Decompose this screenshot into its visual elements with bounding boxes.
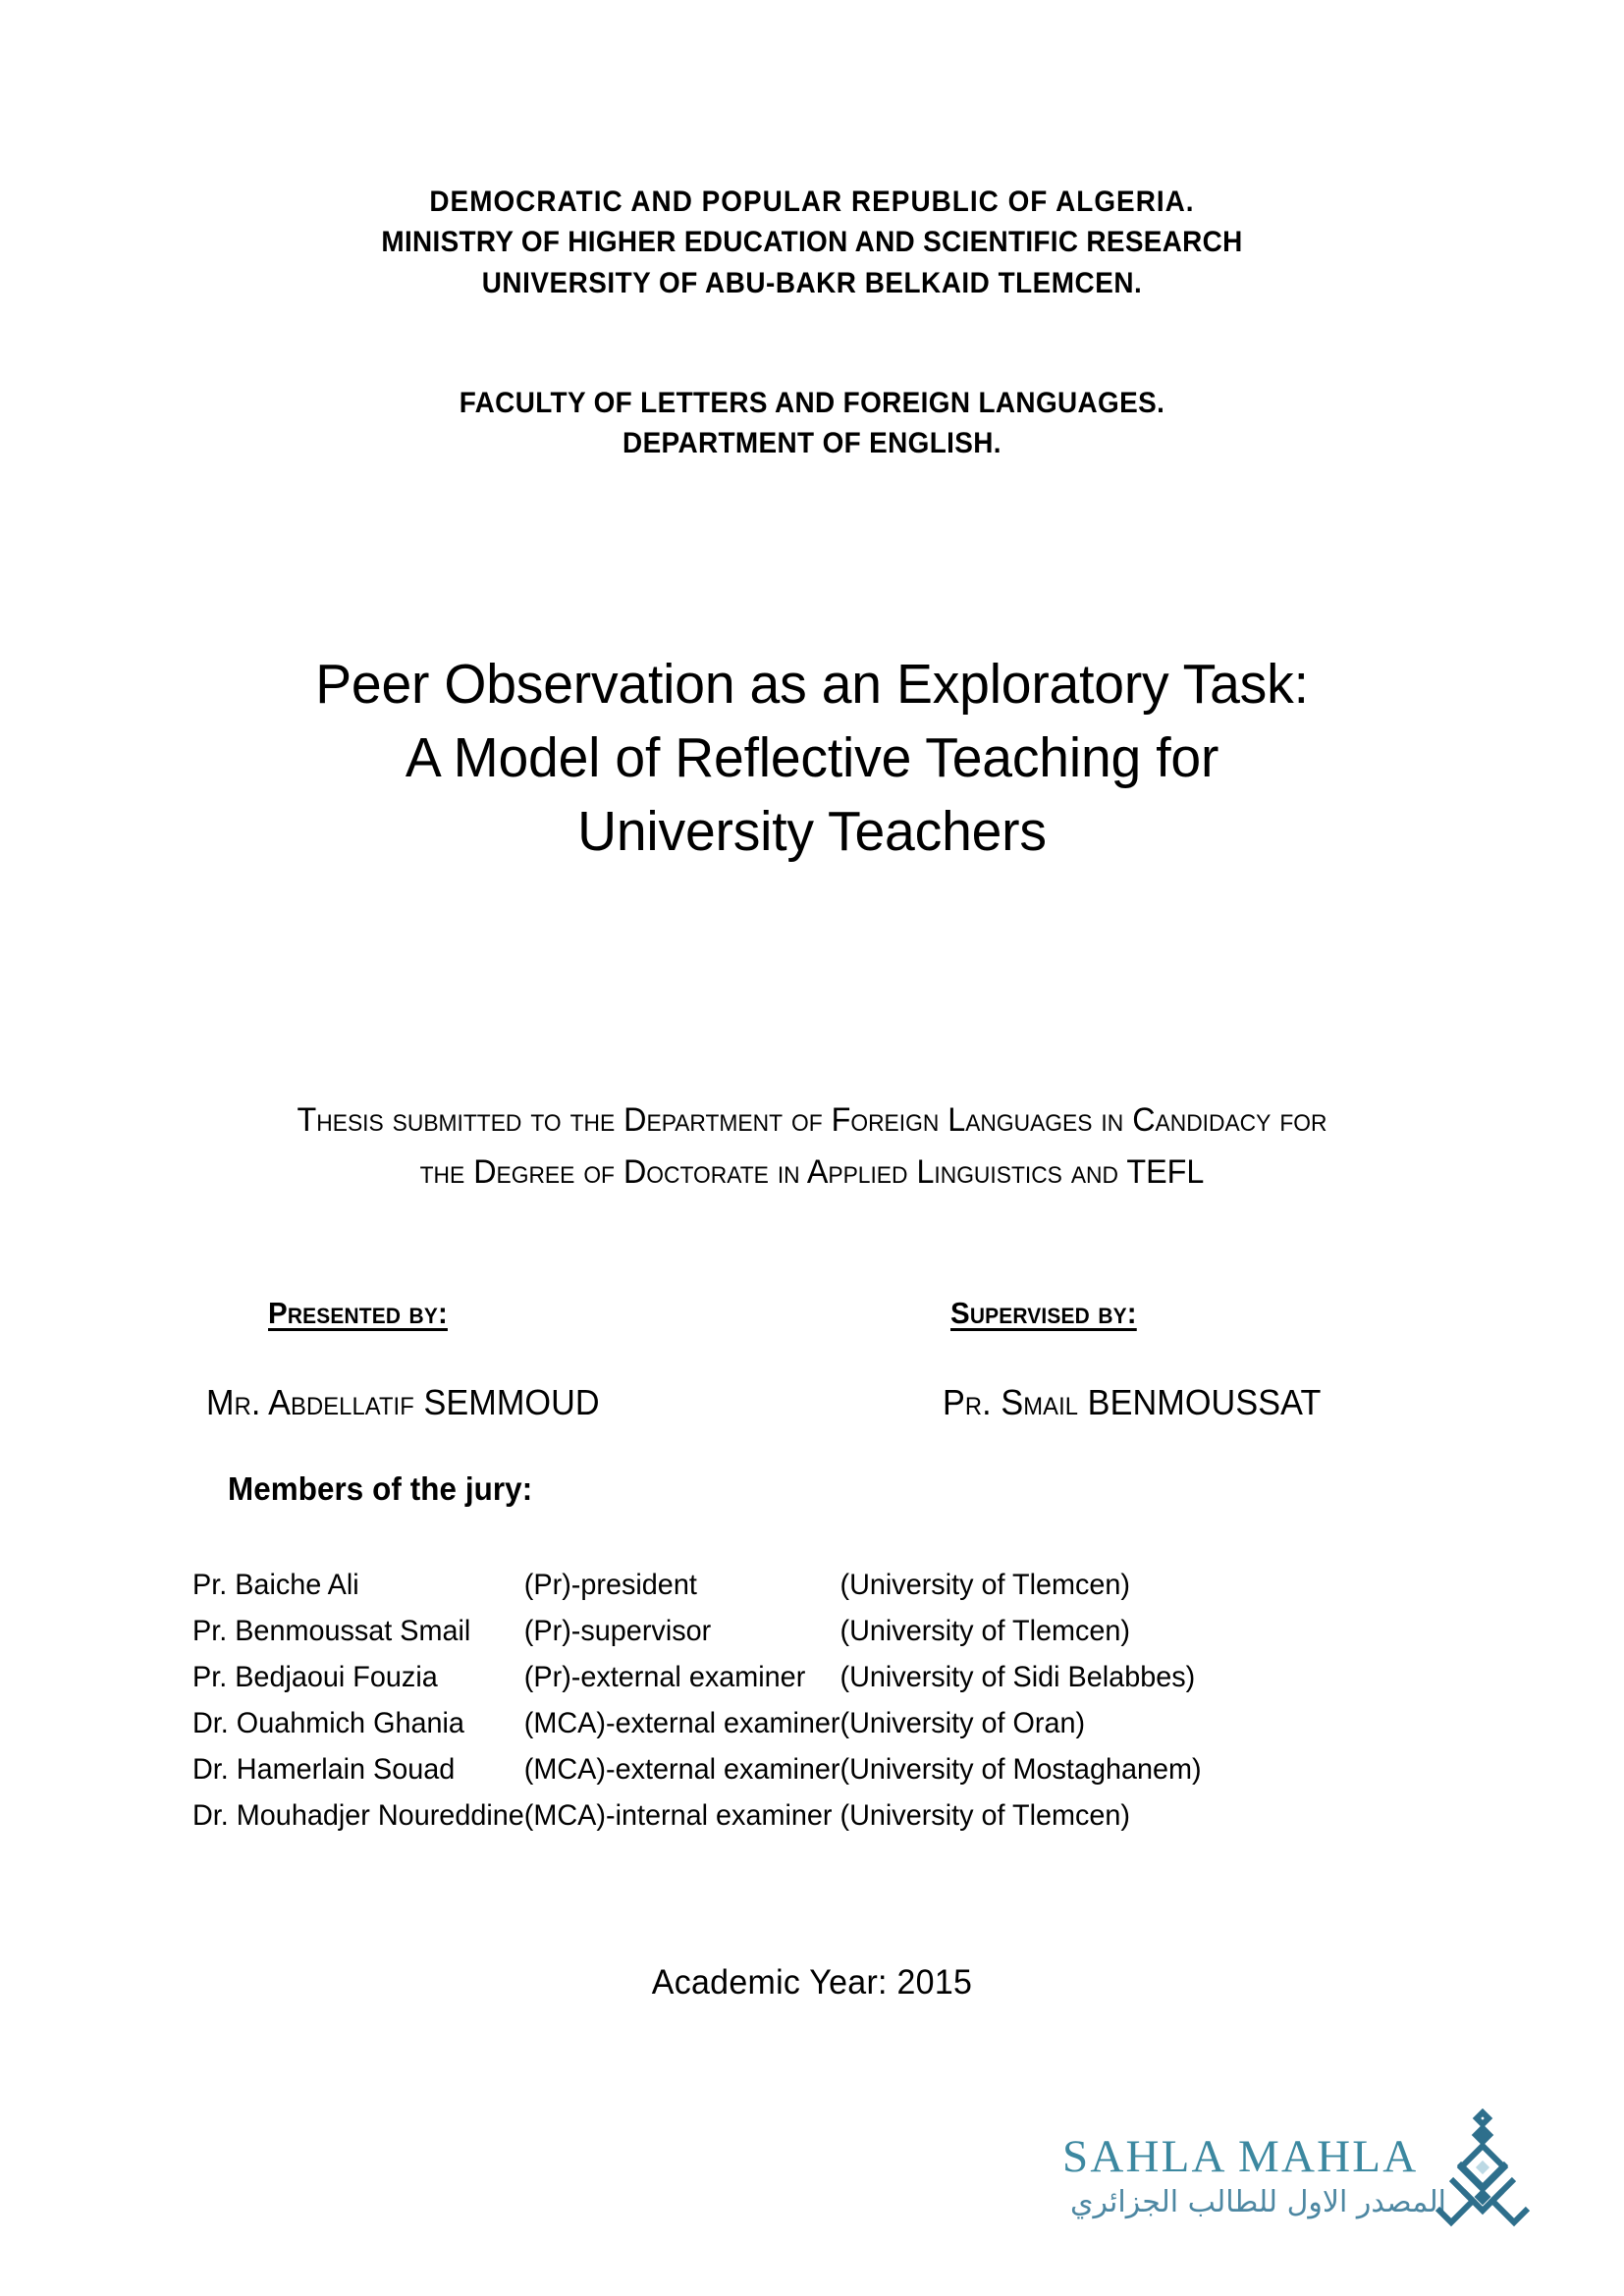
thesis-title (25, 648, 1599, 870)
presented-by-block (191, 1296, 741, 1423)
jury-member-name: Pr. Baiche Ali (192, 1569, 359, 1601)
jury-member-name: Dr. Hamerlain Souad (192, 1753, 456, 1786)
thesis-title-line-3: University Teachers (577, 800, 1047, 864)
institution-header-line-1: DEMOCRATIC AND POPULAR REPUBLIC OF ALGERIA. (429, 186, 1195, 218)
table-row (192, 1571, 1236, 1617)
thesis-title-line-1: Peer Observation as an Exploratory Task: (315, 653, 1309, 716)
table-row (192, 1801, 1236, 1847)
jury-member-affiliation: (University of Sidi Belabbes) (839, 1661, 1196, 1693)
submission-statement-line-1: Thesis submitted to the Department of Foreign Languages in Candidacy for (297, 1101, 1327, 1139)
institution-header (57, 182, 1567, 303)
jury-member-name: Dr. Mouhadjer Noureddine (192, 1799, 524, 1832)
academic-year: Academic Year: 2015 (651, 1963, 973, 2002)
berber-diamond-ornament-icon (1434, 2109, 1532, 2231)
jury-member-role: (MCA)-internal examiner (523, 1799, 833, 1832)
watermark-logo (1062, 2130, 1524, 2248)
submission-statement (40, 1095, 1583, 1198)
supervised-by-block (943, 1296, 1492, 1423)
jury-member-affiliation: (University of Tlemcen) (839, 1615, 1131, 1647)
faculty-header-line-2: DEPARTMENT OF ENGLISH. (623, 427, 1001, 460)
table-row (192, 1663, 1236, 1709)
supervised-by-name: Pr. Smail BENMOUSSAT (943, 1382, 1322, 1422)
faculty-header (57, 383, 1567, 464)
jury-member-name: Dr. Ouahmich Ghania (192, 1707, 464, 1739)
supervised-by-label: Supervised by: (950, 1296, 1137, 1330)
watermark-arabic-tagline: المصدر الاول للطالب الجزائري (1070, 2185, 1446, 2219)
jury-table (192, 1571, 1236, 1847)
jury-heading: Members of the jury: (228, 1470, 533, 1507)
jury-member-affiliation: (University of Tlemcen) (839, 1569, 1131, 1601)
jury-member-role: (MCA)-external examiner (523, 1707, 840, 1739)
table-row (192, 1617, 1236, 1663)
table-row (192, 1755, 1236, 1801)
faculty-header-line-1: FACULTY OF LETTERS AND FOREIGN LANGUAGES. (459, 387, 1165, 419)
institution-header-line-2: MINISTRY OF HIGHER EDUCATION AND SCIENTIFIC RESEARCH (381, 226, 1243, 259)
jury-member-affiliation: (University of Tlemcen) (839, 1799, 1131, 1832)
table-row (192, 1709, 1236, 1755)
submission-statement-line-2: the Degree of Doctorate in Applied Linguistics and TEFL (419, 1152, 1205, 1191)
institution-header-line-3: UNIVERSITY OF ABU-BAKR BELKAID TLEMCEN. (481, 266, 1143, 299)
jury-member-role: (Pr)-supervisor (523, 1615, 712, 1647)
presented-by-label: Presented by: (268, 1296, 448, 1330)
jury-member-name: Pr. Benmoussat Smail (192, 1615, 471, 1647)
jury-member-name: Pr. Bedjaoui Fouzia (192, 1661, 438, 1693)
thesis-title-line-2: A Model of Reflective Teaching for (405, 726, 1219, 790)
watermark-wordmark: SAHLA MAHLA (1062, 2131, 1419, 2182)
jury-member-affiliation: (University of Oran) (839, 1707, 1086, 1739)
jury-member-role: (Pr)-president (523, 1569, 697, 1601)
jury-member-affiliation: (University of Mostaghanem) (839, 1753, 1202, 1786)
presented-by-name: Mr. Abdellatif SEMMOUD (206, 1382, 600, 1422)
jury-member-role: (Pr)-external examiner (523, 1661, 806, 1693)
jury-member-role: (MCA)-external examiner (523, 1753, 840, 1786)
credits-section (0, 1296, 1624, 1453)
